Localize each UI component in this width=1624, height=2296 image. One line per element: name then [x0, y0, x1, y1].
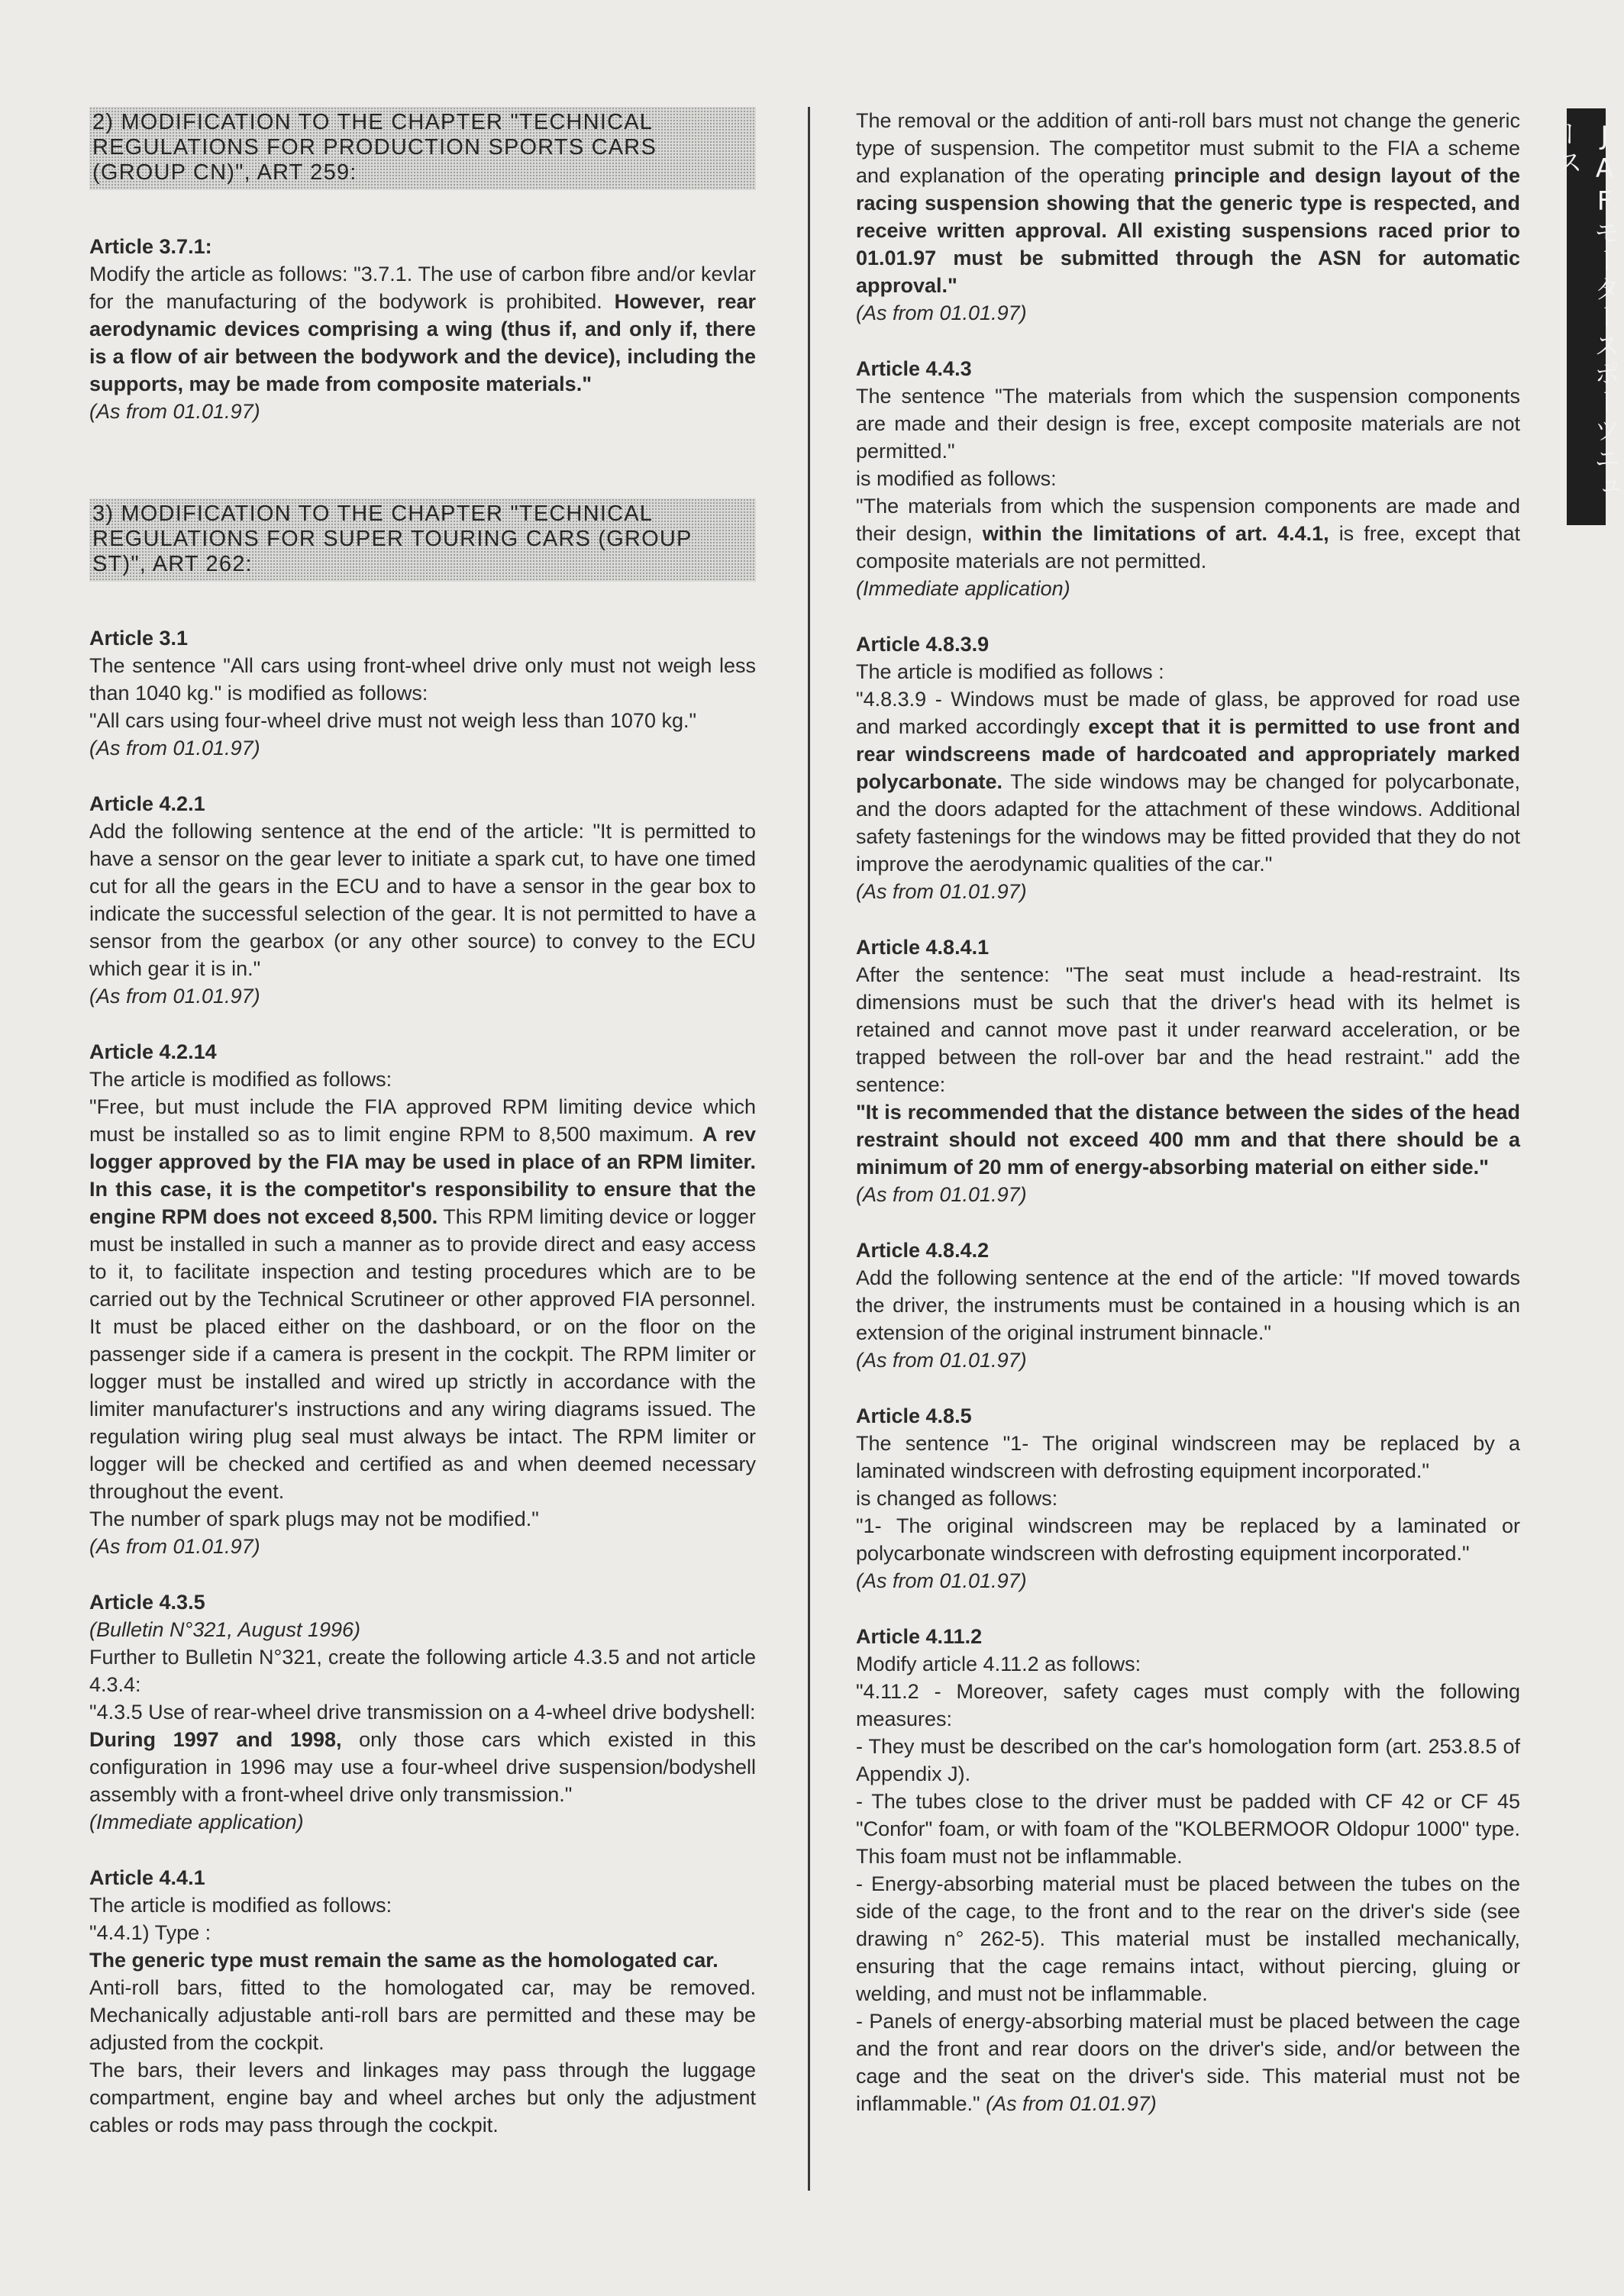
article-4-4-1 — [89, 1864, 756, 2139]
article-title: Article 4.8.5 — [856, 1404, 972, 1427]
article-text-bold: principle and design layout of the racing suspension showing that the generic type is respected, and receive written approval. All existing suspensions raced prior to 01.01.97 must be submitted through the ASN for automatic approval." — [856, 164, 1520, 297]
article-text: "4.4.1) Type : — [89, 1921, 211, 1944]
article-text: "4.3.5 Use of rear-wheel drive transmission on a 4-wheel drive bodyshell: — [89, 1701, 756, 1724]
article-text: Modify article 4.11.2 as follows: — [856, 1653, 1141, 1675]
section-side-tab — [1551, 108, 1620, 525]
article-text-bold: within the limitations of art. 4.4.1, — [982, 522, 1329, 545]
list-item: - Energy-absorbing material must be placed between the tubes on the side of the cage, to the front and to the rear on the driver's side (see drawing n° 262-5). This material must be installed mechanically, ensuring that the cage remains intact, without piercing, gluing or welding, and must not be inflammable. — [856, 1872, 1520, 2005]
article-note: (As from 01.01.97) — [856, 302, 1027, 324]
article-note: (As from 01.01.97) — [89, 737, 260, 759]
article-title: Article 4.3.5 — [89, 1591, 205, 1614]
article-4-8-4-2 — [856, 1237, 1520, 1374]
article-text: "4.8.3.9 - Windows must be made of glass, be approved for road use and marked accordingly — [856, 688, 1520, 738]
article-3-1 — [89, 624, 756, 762]
article-text: The article is modified as follows: — [89, 1068, 392, 1091]
article-text: The bars, their levers and linkages may pass through the luggage compartment, engine bay and wheel arches but only the adjustment cables or rods may pass through the cockpit. — [89, 2059, 756, 2136]
article-text-bold: However, rear aerodynamic devices comprising a wing (thus if, and only if, there is a flow of air between the bodywork and the device), including the supports, may be made from composite materials." — [89, 290, 756, 395]
article-title: Article 4.11.2 — [856, 1625, 983, 1648]
article-text: After the sentence: "The seat must include a head-restraint. Its dimensions must be such that the driver's head with its helmet is retained and cannot move past it under rearward acceleration, or be trapped between the roll-over bar and the head restraint." add the sentence: — [856, 963, 1520, 1096]
article-4-4-1-continued — [856, 107, 1520, 327]
article-text: is modified as follows: — [856, 467, 1057, 490]
article-text: The sentence "All cars using front-wheel drive only must not weigh less than 1040 kg." is modified as follows: — [89, 654, 756, 705]
article-text: The article is modified as follows: — [89, 1894, 392, 1917]
article-4-3-5 — [89, 1588, 756, 1836]
article-text: "1- The original windscreen may be replaced by a laminated or polycarbonate windscreen with defrosting equipment incorporated." — [856, 1514, 1520, 1565]
article-text: The sentence "The materials from which the suspension components are made and their design is free, except composite materials are not permitted." — [856, 385, 1520, 463]
left-column — [89, 107, 756, 2167]
article-title: Article 4.4.1 — [89, 1866, 205, 1889]
article-4-8-3-9 — [856, 630, 1520, 905]
article-text: The sentence "1- The original windscreen may be replaced by a laminated windscreen with defrosting equipment incorporated." — [856, 1432, 1520, 1482]
article-title: Article 4.2.1 — [89, 792, 205, 815]
article-text: "Free, but must include the FIA approved RPM limiting device which must be installed so as to limit engine RPM to 8,500 maximum. — [89, 1095, 756, 1146]
article-note: (As from 01.01.97) — [89, 985, 260, 1008]
right-column — [856, 107, 1520, 2146]
article-text: "All cars using four-wheel drive must not weigh less than 1070 kg." — [89, 709, 697, 732]
article-text: The side windows may be changed for polycarbonate, and the doors adapted for the attachment of these windows. Additional safety fastenings for the windows may be fitted provided that they do not improve the aerodynamic qualities of the car." — [856, 770, 1520, 876]
article-note: (As from 01.01.97) — [856, 1183, 1027, 1206]
article-4-8-4-1 — [856, 934, 1520, 1208]
article-note: (As from 01.01.97) — [89, 400, 260, 423]
article-note: (As from 01.01.97) — [986, 2092, 1157, 2115]
article-text: only those cars which existed in this configuration in 1996 may use a four-wheel drive suspension/bodyshell assembly with a front-wheel drive only transmission." — [89, 1728, 756, 1806]
article-title: Article 4.4.3 — [856, 357, 972, 380]
article-note: (Immediate application) — [856, 577, 1070, 600]
article-title: Article 4.2.14 — [89, 1040, 217, 1063]
article-text: is free, except that composite materials are not permitted. — [856, 522, 1520, 572]
side-tab-label: JAFモータースポーツニュース — [1551, 121, 1620, 501]
article-4-11-2 — [856, 1623, 1520, 2117]
column-divider — [808, 107, 810, 2191]
article-text: Further to Bulletin N°321, create the following article 4.3.5 and not article 4.3.4: — [89, 1646, 756, 1696]
article-title: Article 4.8.4.2 — [856, 1239, 990, 1262]
article-text-bold: except that it is permitted to use front and rear windscreens made of hardcoated and appropriately marked polycarbonate. — [856, 715, 1520, 793]
article-note: (As from 01.01.97) — [856, 1569, 1027, 1592]
article-title: Article 4.8.3.9 — [856, 633, 990, 656]
article-title: Article 3.1 — [89, 627, 189, 650]
list-item: - The tubes close to the driver must be padded with CF 42 or CF 45 "Confor" foam, or with foam of the "KOLBERMOOR Oldopur 1000" type. This foam must not be inflammable. — [856, 1790, 1520, 1868]
article-title: Article 3.7.1: — [89, 235, 212, 258]
article-4-8-5 — [856, 1402, 1520, 1595]
article-text: Add the following sentence at the end of the article: "If moved towards the driver, the instruments must be contained in a housing which is an extension of the original instrument binnacle." — [856, 1266, 1520, 1344]
list-item: - They must be described on the car's homologation form (art. 253.8.5 of Appendix J). — [856, 1735, 1520, 1785]
article-note: (As from 01.01.97) — [856, 880, 1027, 903]
list-item: - Panels of energy-absorbing material must be placed between the cage and the front and rear doors on the driver's side, and/or between the cage and the seat on the driver's side. This material must not be inflammable." — [856, 2010, 1520, 2115]
article-text-bold: During 1997 and 1998, — [89, 1728, 342, 1751]
article-4-2-1 — [89, 790, 756, 1010]
article-note: (Immediate application) — [89, 1811, 304, 1833]
article-note: (As from 01.01.97) — [856, 1349, 1027, 1372]
section-heading-group-cn: 2) MODIFICATION TO THE CHAPTER "TECHNICAL REGULATIONS FOR PRODUCTION SPORTS CARS (GROUP CN)", ART 259: — [89, 107, 756, 190]
article-4-2-14 — [89, 1038, 756, 1560]
section-heading-group-st: 3) MODIFICATION TO THE CHAPTER "TECHNICAL REGULATIONS FOR SUPER TOURING CARS (GROUP ST)", ART 262: — [89, 498, 756, 582]
article-text: Anti-roll bars, fitted to the homologated car, may be removed. Mechanically adjustable anti-roll bars are permitted and these may be adjusted from the cockpit. — [89, 1976, 756, 2054]
article-4-4-3 — [856, 355, 1520, 602]
article-3-7-1 — [89, 233, 756, 425]
article-text: The number of spark plugs may not be modified." — [89, 1508, 539, 1530]
article-text: This RPM limiting device or logger must be installed in such a manner as to provide direct and easy access to it, to facilitate inspection and testing procedures which are to be carried out by the Technical Scrutineer or other approved FIA personnel. It must be placed either on the dashboard, or on the floor on the passenger side if a camera is present in the cockpit. The RPM limiter or logger must be installed and wired up strictly in accordance with the limiter manufacturer's instructions and any wiring diagrams issued. The regulation wiring plug seal must always be intact. The RPM limiter or logger will be checked and certified as and when deemed necessary throughout the event. — [89, 1205, 757, 1503]
article-text: "4.11.2 - Moreover, safety cages must comply with the following measures: — [856, 1680, 1520, 1730]
article-text: Modify the article as follows: "3.7.1. The use of carbon fibre and/or kevlar for the manufacturing of the bodywork is prohibited. — [89, 263, 756, 313]
article-bulletin-ref: (Bulletin N°321, August 1996) — [89, 1618, 361, 1641]
article-text: The article is modified as follows : — [856, 660, 1164, 683]
article-text: Add the following sentence at the end of the article: "It is permitted to have a sensor on the gear lever to initiate a spark cut, to have one timed cut for all the gears in the ECU and to have a sensor in the gear box to indicate the successful selection of the gear. It is not permitted to have a sensor from the gearbox (or any other source) to convey to the ECU which gear it is in." — [89, 820, 756, 980]
article-title: Article 4.8.4.1 — [856, 936, 990, 959]
article-text-bold: "It is recommended that the distance between the sides of the head restraint should not exceed 400 mm and that there should be a minimum of 20 mm of energy-absorbing material on either side." — [856, 1101, 1520, 1179]
article-text: is changed as follows: — [856, 1487, 1058, 1510]
article-text: "The materials from which the suspension components are made and their design, — [856, 495, 1520, 545]
article-text-bold: The generic type must remain the same as the homologated car. — [89, 1949, 718, 1972]
article-text: The removal or the addition of anti-roll bars must not change the generic type of suspension. The competitor must submit to the FIA a scheme and explanation of the operating — [856, 109, 1520, 187]
article-note: (As from 01.01.97) — [89, 1535, 260, 1558]
article-text-bold: A rev logger approved by the FIA may be used in place of an RPM limiter. In this case, it is the competitor's responsibility to ensure that the engine RPM does not exceed 8,500. — [89, 1123, 756, 1228]
